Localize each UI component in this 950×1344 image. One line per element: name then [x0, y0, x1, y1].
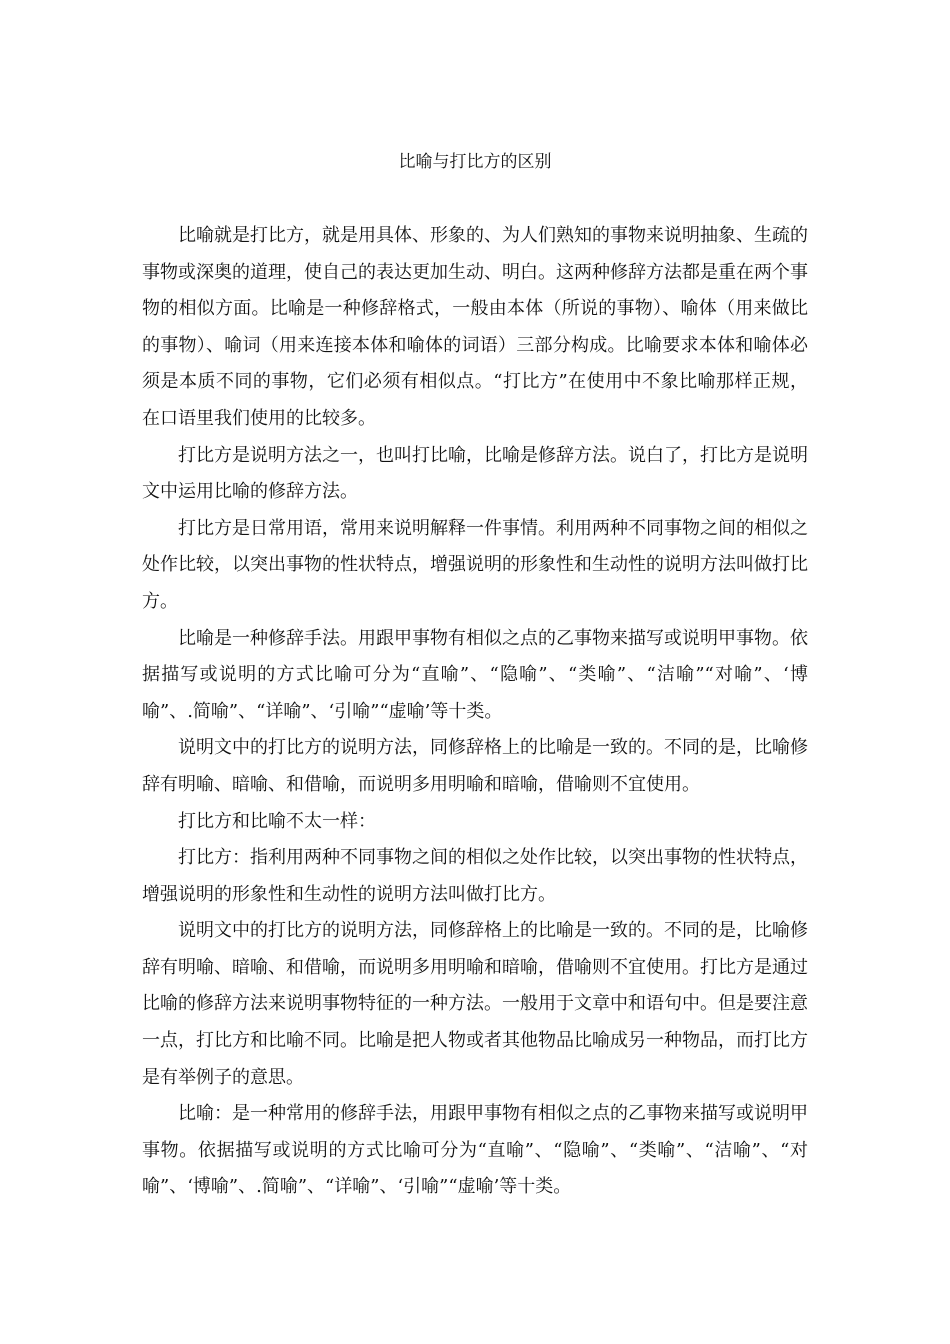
paragraph: 说明文中的打比方的说明方法，同修辞格上的比喻是一致的。不同的是，比喻修辞有明喻、暗喻、和借喻，而说明多用明喻和暗喻，借喻则不宜使用。 — [142, 737, 808, 795]
paragraph: 打比方是说明方法之一，也叫打比喻，比喻是修辞方法。说白了，打比方是说明文中运用比喻的修辞方法。 — [142, 444, 808, 503]
paragraph: 打比方是日常用语，常用来说明解释一件事情。利用两种不同事物之间的相似之处作比较，以突出事物的性状特点，增强说明的形象性和生动性的说明方法叫做打比方。 — [142, 517, 808, 612]
paragraph: 打比方和比喻不太一样： — [178, 810, 376, 832]
paragraph: 比喻就是打比方，就是用具体、形象的、为人们熟知的事物来说明抽象、生疏的事物或深奥的道理，使自己的表达更加生动、明白。这两种修辞方法都是重在两个事物的相似方面。比喻是一种修辞格式，一般由本体（所说的事物）、喻体（用来做比的事物）、喻词（用来连接本体和喻体的词语）三部分构成。比喻要求本体和喻体必须是本质不同的事物，它们必须有相似点。“打比方”在使用中不象比喻那样正规，在口语里我们使用的比较多。 — [142, 225, 808, 429]
paragraph: 打比方：指利用两种不同事物之间的相似之处作比较，以突出事物的性状特点，增强说明的形象性和生动性的说明方法叫做打比方。 — [142, 847, 808, 905]
document-page — [142, 148, 808, 1206]
paragraph: 比喻是一种修辞手法。用跟甲事物有相似之点的乙事物来描写或说明甲事物。依据描写或说明的方式比喻可分为“直喻”、“隐喻”、“类喻”、“洁喻”“对喻”、‘博喻”、.简喻”、“详喻”、‘引喻”“虚喻’等十类。 — [142, 627, 808, 722]
document-title: 比喻与打比方的区别 — [398, 152, 552, 172]
paragraph: 比喻：是一种常用的修辞手法，用跟甲事物有相似之点的乙事物来描写或说明甲事物。依据描写或说明的方式比喻可分为“直喻”、“隐喻”、“类喻”、“洁喻”、“对喻”、‘博喻”、.简喻”、“详喻”、‘引喻”“虚喻’等十类。 — [142, 1103, 808, 1198]
paragraph: 说明文中的打比方的说明方法，同修辞格上的比喻是一致的。不同的是，比喻修辞有明喻、暗喻、和借喻，而说明多用明喻和暗喻，借喻则不宜使用。打比方是通过比喻的修辞方法来说明事物特征的一种方法。一般用于文章中和语句中。但是要注意一点，打比方和比喻不同。比喻是把人物或者其他物品比喻成另一种物品，而打比方是有举例子的意思。 — [142, 920, 808, 1088]
document-body — [142, 218, 808, 1206]
